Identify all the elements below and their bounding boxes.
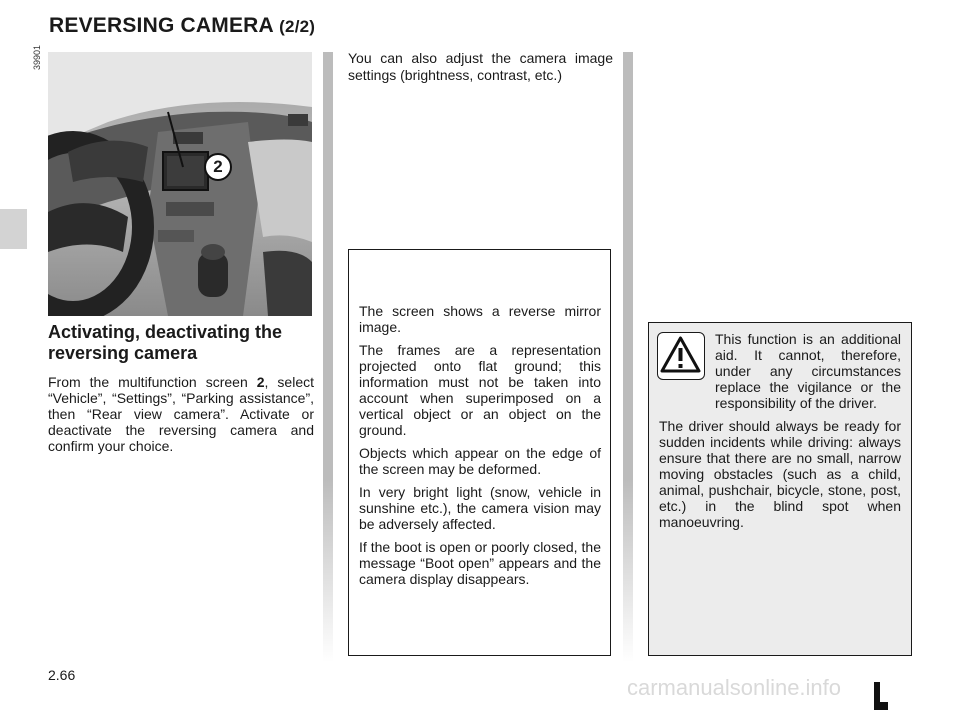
screen-reference: 2 xyxy=(256,374,265,390)
column-divider-right xyxy=(623,52,633,662)
page-title-main: REVERSING CAMERA xyxy=(49,14,274,37)
warning-paragraph: This function is an additional aid. It cannot, therefore, under any circumstances replace the vigilance or the responsibility of the driver. xyxy=(715,331,901,411)
dashboard-illustration xyxy=(48,52,312,316)
dashboard-drawing xyxy=(48,52,312,316)
page-title-suffix: (2/2) xyxy=(279,17,316,36)
activation-instructions: From the multifunction screen 2, select “Vehicle”, “Settings”, “Parking assistance”, then “Rear view camera”. Activate or deactivate the reversing camera and confirm your choice. xyxy=(48,374,314,454)
section-heading: Activating, deactivating the reversing camera xyxy=(48,322,283,363)
warning-box xyxy=(648,322,912,656)
watermark: carmanualsonline.info xyxy=(627,675,842,700)
info-paragraph: The screen shows a reverse mirror image. xyxy=(359,303,601,335)
info-box xyxy=(348,249,611,656)
info-paragraph: Objects which appear on the edge of the screen may be deformed. xyxy=(359,445,601,477)
left-column xyxy=(48,322,314,454)
warning-paragraph: The driver should always be ready for sudden incidents while driving: always ensure that there are no small, narrow moving obstacles (such as a child, animal, pushchair, bicycle, stone, post, etc.) in the blind spot when manoeuvring. xyxy=(659,418,901,530)
info-paragraph: In very bright light (snow, vehicle in sunshine etc.), the camera vision may be adversely affected. xyxy=(359,484,601,532)
column-divider-left xyxy=(323,52,333,662)
callout-number-2: 2 xyxy=(204,153,232,181)
page-title xyxy=(49,14,315,38)
info-paragraph: If the boot is open or poorly closed, the message “Boot open” appears and the camera display disappears. xyxy=(359,539,601,587)
page-corner-mark xyxy=(866,682,896,710)
page-number: 2.66 xyxy=(48,667,76,683)
figure-reference: 39901 xyxy=(32,44,42,70)
chapter-tab xyxy=(0,209,27,249)
info-paragraph: The frames are a representation projected onto flat ground; this information must not be taken into account when superimposed on a vertical object or an object on the ground. xyxy=(359,342,601,438)
image-settings-note: You can also adjust the camera image settings (brightness, contrast, etc.) xyxy=(348,50,613,83)
